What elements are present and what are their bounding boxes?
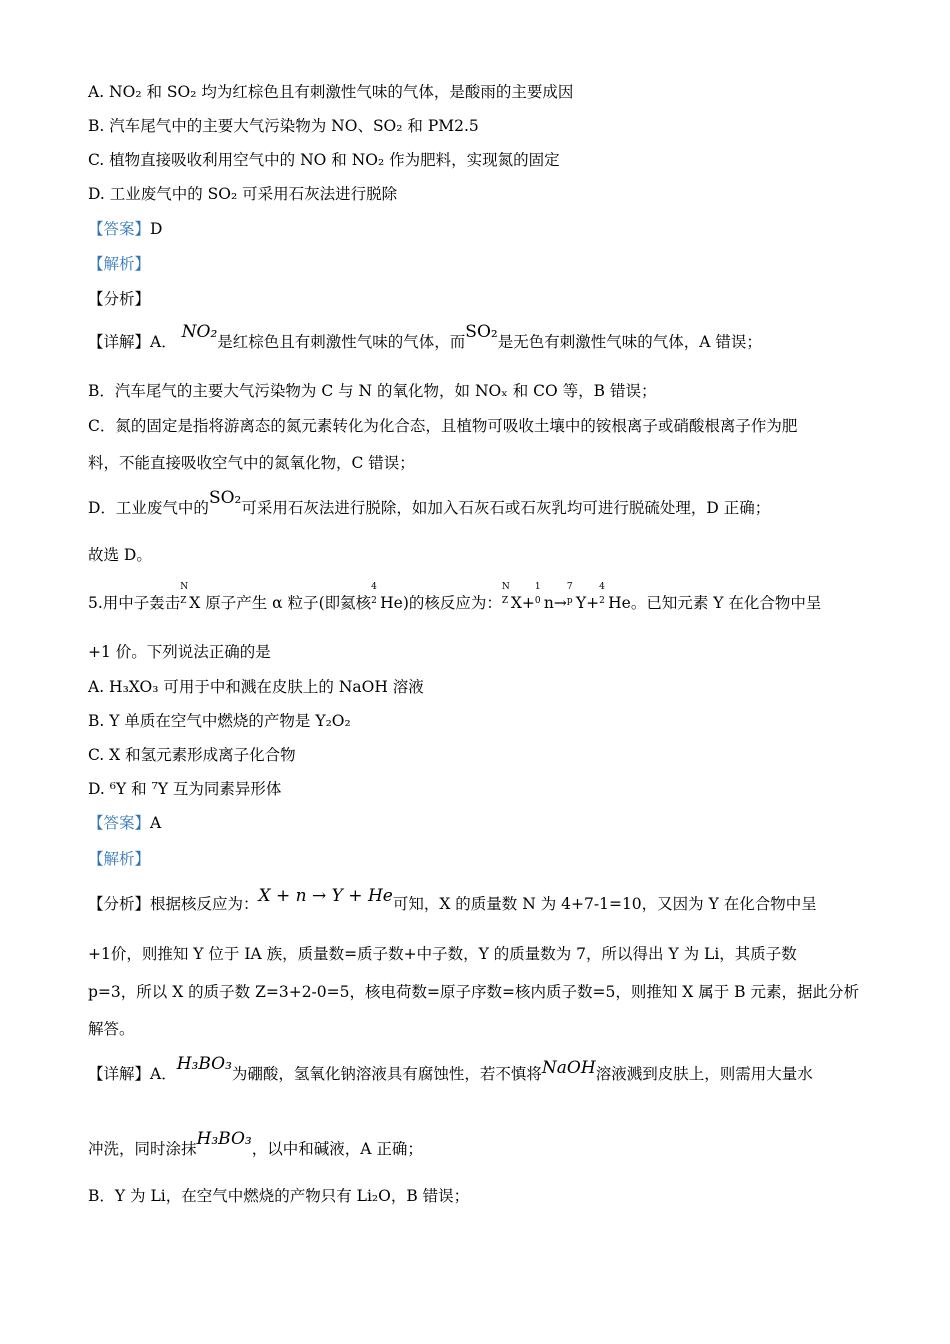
q5-option-c: C. X 和氢元素形成离子化合物 xyxy=(88,746,296,764)
answer-tag: 【答案】 xyxy=(88,814,151,832)
q4-answer xyxy=(88,217,162,239)
q5-detail-a xyxy=(88,1054,813,1084)
q5-option-a: A. H₃XO₃ 可用于中和溅在皮肤上的 NaOH 溶液 xyxy=(88,678,424,696)
q4-conclusion: 故选 D。 xyxy=(88,546,152,564)
nuclide-y: 7 p xyxy=(566,582,573,606)
q5-detail-a2 xyxy=(88,1129,423,1159)
q5-fenxi-line4: 解答。 xyxy=(88,1020,135,1038)
answer-value: A xyxy=(150,814,162,832)
q5-option-b: B. Y 单质在空气中燃烧的产物是 Y₂O₂ xyxy=(88,712,351,730)
stem-text: He)的核反应为： xyxy=(380,594,502,612)
q4-option-d: D. 工业废气中的 SO₂ 可采用石灰法进行脱除 xyxy=(88,185,398,203)
q4-analysis-tag: 【解析】 xyxy=(88,255,151,273)
formula-naoh: NaOH xyxy=(541,1058,596,1078)
q4-detail-c1: C．氮的固定是指将游离态的氮元素转化为化合态，且植物可吸收土壤中的铵根离子或硝酸根离子作为肥 xyxy=(88,417,798,435)
q5-analysis-tag: 【解析】 xyxy=(88,850,151,868)
q5-fenxi xyxy=(88,886,817,914)
detail-prefix: 【详解】A． xyxy=(88,333,177,351)
detail-text: ，以中和碱液，A 正确； xyxy=(251,1140,423,1158)
q4-option-b: B. 汽车尾气中的主要大气污染物为 NO、SO₂ 和 PM2.5 xyxy=(88,117,479,135)
formula-so2: SO₂ xyxy=(208,488,242,508)
formula-so2: SO₂ xyxy=(465,322,498,342)
detail-prefix: 【详解】A． xyxy=(88,1065,177,1083)
stem-text: X 原子产生 α 粒子(即氦核 xyxy=(189,594,372,612)
q5-answer xyxy=(88,811,161,833)
nuclide-he: 4 2 xyxy=(599,582,605,606)
detail-text: 是无色有刺激性气味的气体，A 错误； xyxy=(497,333,762,351)
answer-value: D xyxy=(150,220,163,238)
q5-detail-b: B．Y 为 Li，在空气中燃烧的产物只有 Li₂O，B 错误； xyxy=(88,1187,470,1205)
q4-fenxi: 【分析】 xyxy=(88,290,151,308)
stem-text: 5.用中子轰击 xyxy=(88,594,181,612)
q4-option-a: A. NO₂ 和 SO₂ 均为红棕色且有刺激性气味的气体，是酸雨的主要成因 xyxy=(88,83,574,101)
stem-text: Y+ xyxy=(575,594,600,612)
stem-text: He。已知元素 Y 在化合物中呈 xyxy=(608,594,822,612)
detail-text: 可采用石灰法进行脱除，如加入石灰石或石灰乳均可进行脱硫处理，D 正确； xyxy=(241,499,771,517)
nuclide-x: N Z xyxy=(180,582,189,606)
nuclide-he: 4 2 xyxy=(371,582,377,606)
q5-stem-line2: +1 价。下列说法正确的是 xyxy=(88,643,271,661)
formula-h3bo3: H₃BO₃ xyxy=(176,1054,232,1074)
q4-option-c: C. 植物直接吸收利用空气中的 NO 和 NO₂ 作为肥料，实现氮的固定 xyxy=(88,151,560,169)
q5-fenxi-line2: +1价，则推知 Y 位于 IA 族，质量数=质子数+中子数，Y 的质量数为 7，所以得出 Y 为 Li，其质子数 xyxy=(88,945,797,963)
nuclide-x: N Z xyxy=(501,582,510,606)
formula-h3bo3: H₃BO₃ xyxy=(196,1129,252,1149)
fenxi-prefix: 【分析】根据核反应为： xyxy=(88,895,259,913)
nuclide-n: 1 0 xyxy=(534,582,541,606)
q5-option-d: D. ⁶Y 和 ⁷Y 互为同素异形体 xyxy=(88,780,282,798)
answer-tag: 【答案】 xyxy=(88,220,151,238)
detail-text: 是红棕色且有刺激性气味的气体，而 xyxy=(217,333,466,351)
q4-detail-c2: 料，不能直接吸收空气中的氮氧化物，C 错误； xyxy=(88,454,415,472)
stem-text: n→ xyxy=(543,594,567,612)
fenxi-text: 可知，X 的质量数 N 为 4+7-1=10，又因为 Y 在化合物中呈 xyxy=(392,895,817,913)
q4-detail-a xyxy=(88,322,762,352)
q5-fenxi-line3: p=3，所以 X 的质子数 Z=3+2-0=5，核电荷数=原子序数=核内质子数=5，则推知 X 属于 B 元素，据此分析 xyxy=(88,983,859,1001)
q4-detail-b: B．汽车尾气的主要大气污染物为 C 与 N 的氧化物，如 NOₓ 和 CO 等，B 错误； xyxy=(88,382,657,400)
detail-text: 为硼酸，氢氧化钠溶液具有腐蚀性，若不慎将 xyxy=(231,1065,542,1083)
q4-detail-d xyxy=(88,488,771,518)
q5-stem-line1 xyxy=(88,582,822,613)
detail-prefix: 冲洗，同时涂抹 xyxy=(88,1140,197,1158)
formula-no2: NO₂ xyxy=(181,322,218,342)
detail-prefix: D．工业废气中的 xyxy=(88,499,209,517)
reaction-equation: X + n → Y + He xyxy=(258,886,393,906)
stem-text: X+ xyxy=(510,594,535,612)
detail-text: 溶液溅到皮肤上，则需用大量水 xyxy=(595,1065,813,1083)
